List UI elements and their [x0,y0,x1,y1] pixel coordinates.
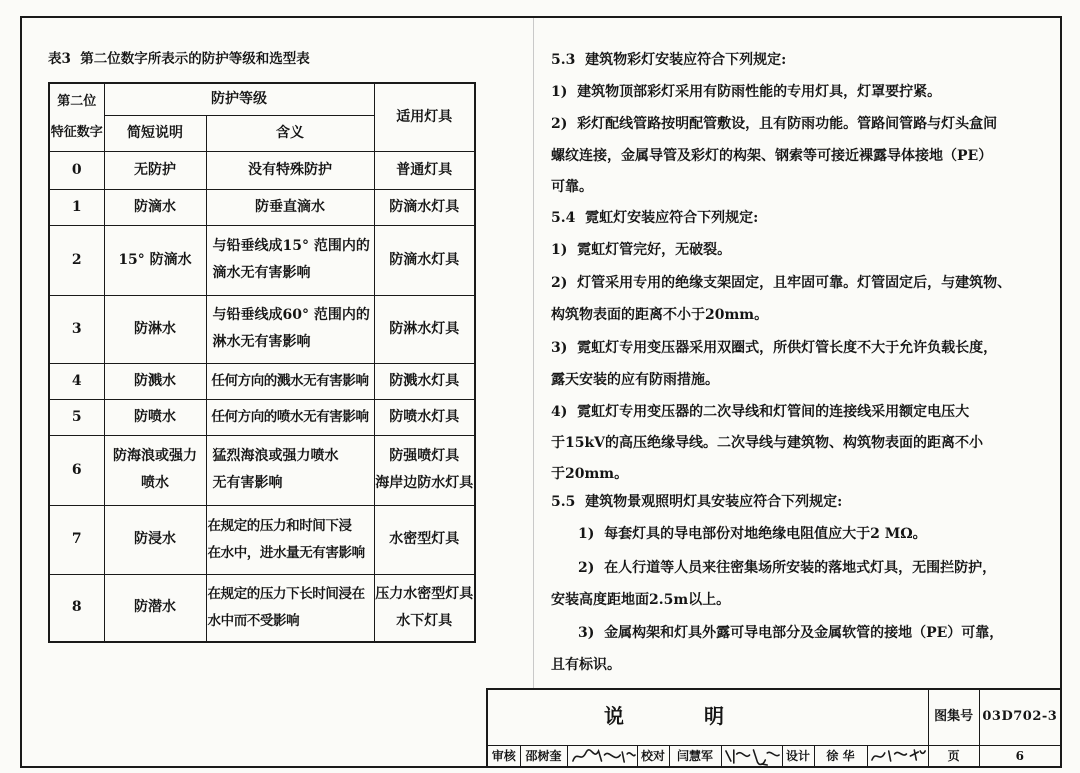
meaning-cell: 任何方向的溅水无有害影响 [206,363,374,399]
section-5-3-item-2: 2) 彩灯配线管路按明配管敷设，且有防雨功能。管路间管路与灯头盒间 [551,116,998,132]
short-cell: 15° 防滴水 [104,225,206,295]
protection-table [48,82,476,643]
title-block [486,688,1062,768]
drawing-title-cell [487,689,928,745]
header-digit-line: 特征数字 [50,125,103,141]
meaning-line: 猛烈海浪或强力喷水 [212,448,339,464]
table-row [49,363,475,399]
section-5-5-item-2: 2) 在人行道等人员来往密集场所安装的落地式灯具，无围拦防护， [578,560,997,576]
digit-cell: 2 [49,225,104,295]
digit-cell: 1 [49,189,104,225]
short-cell: 防滴水 [104,189,206,225]
fixture-line: 防强喷灯具 [389,448,460,464]
digit-cell: 5 [49,399,104,435]
short-cell: 无防护 [104,151,206,189]
designer-signature-cell [867,745,928,767]
meaning-cell [206,505,374,574]
checker-name: 闫慧军 [669,745,721,767]
reviewer-name: 邵树奎 [520,745,567,767]
table-caption: 表3 第二位数字所表示的防护等级和选型表 [48,51,310,67]
digit-cell: 8 [49,574,104,642]
fixture-cell: 普通灯具 [374,151,475,189]
meaning-line: 水中而不受影响 [207,612,300,629]
header-meaning: 含义 [206,115,374,151]
fixture-cell: 水密型灯具 [374,505,475,574]
digit-cell: 7 [49,505,104,574]
section-5-4-item-3-cont: 露天安装的应有防雨措施。 [551,372,719,388]
fixture-line: 压力水密型灯具 [375,585,474,602]
section-5-5-item-3-cont: 且有标识。 [551,657,621,673]
meaning-line: 淋水无有害影响 [212,334,311,350]
drawing-title: 说明 [604,703,804,728]
review-label: 审核 [487,745,520,767]
fixture-cell: 防滴水灯具 [374,225,475,295]
short-line: 防海浪或强力 [113,448,197,464]
section-5-3-item-2-cont: 螺纹连接，金属导管及彩灯的构架、钢索等可接近裸露导体接地（PE） [551,148,993,164]
short-line: 喷水 [141,475,169,491]
meaning-cell: 防垂直滴水 [206,189,374,225]
meaning-line: 无有害影响 [212,475,283,491]
short-cell: 防潜水 [104,574,206,642]
short-cell: 防淋水 [104,295,206,363]
section-5-4-item-1: 1) 霓虹灯管完好，无破裂。 [551,242,732,258]
check-label: 校对 [637,745,669,767]
page-number: 6 [979,745,1061,767]
fixture-cell [374,574,475,642]
digit-cell: 0 [49,151,104,189]
checker-signature [722,746,782,766]
section-5-3-heading: 5.3 建筑物彩灯安装应符合下列规定: [551,52,787,68]
fixture-line: 海岸边防水灯具 [375,475,474,491]
section-5-4-item-2: 2) 灯管采用专用的绝缘支架固定，且牢固可靠。灯管固定后，与建筑物、 [551,275,1012,291]
section-5-5-heading: 5.5 建筑物景观照明灯具安装应符合下列规定: [551,494,843,510]
digit-cell: 3 [49,295,104,363]
meaning-line: 在规定的压力下长时间浸在 [207,585,365,602]
section-5-5-item-1: 1) 每套灯具的导电部份对地绝缘电阻值应大于2 MΩ。 [578,526,927,542]
table-row [49,574,475,642]
meaning-cell [206,225,374,295]
meaning-line: 在水中，进水量无有害影响 [207,544,365,561]
short-cell: 防溅水 [104,363,206,399]
table-row [49,435,475,505]
section-5-5-item-3: 3) 金属构架和灯具外露可导电部分及金属软管的接地（PE）可靠， [578,625,1004,641]
short-cell [104,435,206,505]
short-cell: 防喷水 [104,399,206,435]
section-5-4-item-2-cont: 构筑物表面的距离不小于20mm。 [551,307,769,323]
section-5-4-item-4-cont: 于15kV的高压绝缘导线。二次导线与建筑物、构筑物表面的距离不小 [551,435,984,451]
short-cell: 防浸水 [104,505,206,574]
center-fold-line [533,18,534,688]
digit-cell: 6 [49,435,104,505]
digit-cell: 4 [49,363,104,399]
table-row [49,295,475,363]
fixture-cell: 防淋水灯具 [374,295,475,363]
fixture-cell [374,435,475,505]
fixture-line: 水下灯具 [396,612,453,629]
table-row [49,151,475,189]
header-digit-line: 第二位 [57,94,97,110]
section-5-3-item-2-cont: 可靠。 [551,179,593,195]
title-block-row [487,689,1061,745]
checker-signature-cell [721,745,782,767]
title-block-row [487,745,1061,767]
designer-signature [868,746,928,766]
meaning-cell: 没有特殊防护 [206,151,374,189]
meaning-cell [206,574,374,642]
header-short-description: 简短说明 [104,115,206,151]
table-row [49,225,475,295]
atlas-number: 03D702-3 [979,689,1061,745]
header-protection-level: 防护等级 [104,83,374,115]
table-row [49,399,475,435]
section-5-4-heading: 5.4 霓虹灯安装应符合下列规定: [551,210,759,226]
meaning-line: 与铅垂线成15° 范围内的 [212,238,370,254]
header-digit [49,83,104,151]
header-fixture: 适用灯具 [374,83,475,151]
fixture-cell: 防滴水灯具 [374,189,475,225]
section-5-4-item-3: 3) 霓虹灯专用变压器采用双圈式，所供灯管长度不大于允许负载长度， [551,340,998,356]
section-5-4-item-4-cont: 于20mm。 [551,466,629,482]
design-label: 设计 [782,745,814,767]
table-header-row [49,83,475,115]
table-row [49,189,475,225]
fixture-cell: 防溅水灯具 [374,363,475,399]
meaning-cell [206,435,374,505]
page-label: 页 [928,745,979,767]
section-5-3-item-1: 1) 建筑物顶部彩灯采用有防雨性能的专用灯具，灯罩要拧紧。 [551,84,942,100]
reviewer-signature-cell [567,745,637,767]
fixture-cell: 防喷水灯具 [374,399,475,435]
designer-name: 徐 华 [814,745,867,767]
meaning-line: 滴水无有害影响 [212,265,311,281]
table-row [49,505,475,574]
meaning-line: 与铅垂线成60° 范围内的 [212,307,370,323]
reviewer-signature [568,746,637,766]
atlas-number-label: 图集号 [928,689,979,745]
meaning-cell: 任何方向的喷水无有害影响 [206,399,374,435]
meaning-cell [206,295,374,363]
meaning-line: 在规定的压力和时间下浸 [207,517,352,534]
section-5-4-item-4: 4) 霓虹灯专用变压器的二次导线和灯管间的连接线采用额定电压大 [551,404,970,420]
section-5-5-item-2-cont: 安装高度距地面2.5m以上。 [551,592,731,608]
